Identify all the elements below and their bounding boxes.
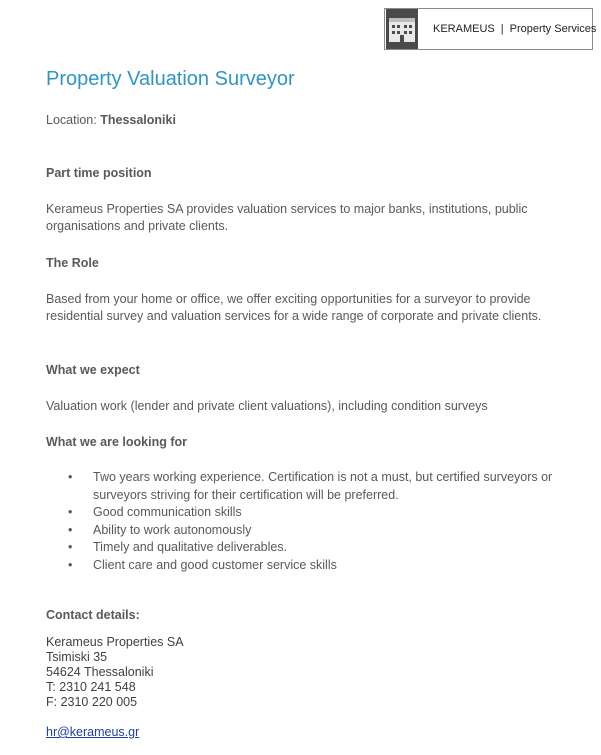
location-value: Thessaloniki — [100, 113, 176, 127]
location — [46, 112, 176, 129]
contact-street: Tsimiski 35 — [46, 650, 108, 664]
role-paragraph: Based from your home or office, we offer exciting opportunities for a surveyor to provide residential survey and valuation services for a wide range of corporate and private clients. — [46, 292, 542, 323]
bullet-icon: • — [68, 540, 73, 554]
bullet-icon: • — [68, 557, 73, 572]
list-item-text: Ability to work autonomously — [93, 522, 252, 537]
contact-company: Kerameus Properties SA — [46, 635, 184, 649]
brand-text — [433, 23, 596, 35]
contact-heading: Contact details: — [46, 608, 140, 622]
list-item-text: Client care and good customer service skills — [93, 557, 337, 572]
bullet-icon: • — [68, 522, 73, 537]
expect-heading: What we expect — [46, 363, 140, 377]
list-item — [46, 539, 553, 557]
brand-separator: | — [500, 23, 504, 35]
intro-paragraph: Kerameus Properties SA provides valuation services to major banks, institutions, public organisations and private clients. — [46, 202, 528, 233]
bullet-icon: • — [68, 470, 73, 484]
expect-paragraph: Valuation work (lender and private client valuations), including condition surveys — [46, 399, 488, 413]
list-item-text: Timely and qualitative deliverables. — [93, 540, 288, 554]
role-heading: The Role — [46, 256, 99, 270]
building-icon — [386, 9, 418, 49]
company-logo — [384, 8, 597, 50]
list-item — [46, 504, 553, 522]
list-item — [46, 557, 553, 575]
contact-fax: F: 2310 220 005 — [46, 695, 138, 709]
contact-city: 54624 Thessaloniki — [46, 665, 154, 679]
bullet-icon: • — [68, 505, 73, 519]
contact-phone: T: 2310 241 548 — [46, 680, 136, 694]
brand-name: KERAMEUS — [433, 23, 495, 35]
brand-tagline: Property Services — [509, 23, 597, 35]
list-item — [46, 469, 553, 504]
location-label: Location: — [46, 113, 101, 127]
list-item-text: Two years working experience. Certification is not a must, but certified surveyors or surveyors striving for their certification will be preferred. — [93, 470, 553, 502]
position-type: Part time position — [46, 166, 152, 180]
looking-heading: What we are looking for — [46, 435, 187, 449]
requirements-list — [46, 469, 553, 574]
email-link[interactable]: hr@kerameus.gr — [46, 725, 140, 739]
job-title: Property Valuation Surveyor — [46, 68, 295, 90]
contact-details — [46, 635, 184, 710]
list-item — [46, 522, 553, 540]
list-item-text: Good communication skills — [93, 505, 242, 519]
